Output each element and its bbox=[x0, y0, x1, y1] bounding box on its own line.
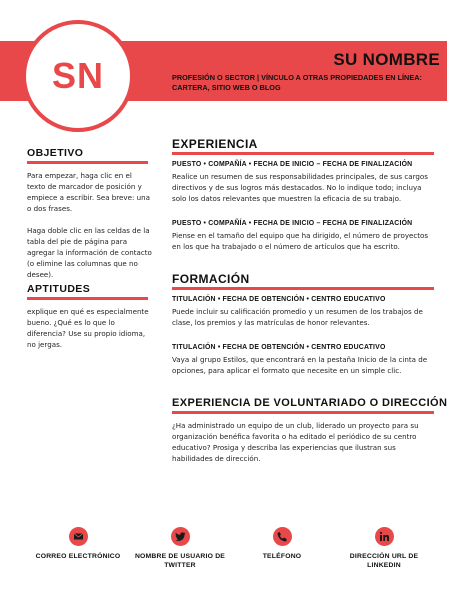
linkedin-icon bbox=[375, 527, 394, 546]
volunteer-rule bbox=[172, 411, 434, 414]
education-heading-1[interactable]: TITULACIÓN • FECHA DE OBTENCIÓN • CENTRO EDUCATIVO bbox=[172, 296, 386, 303]
contact-phone[interactable] bbox=[232, 527, 332, 561]
volunteer-text[interactable]: ¿Ha administrado un equipo de un club, liderado un proyecto para su organización benéfica favorita o ha editado el periódico de su centro educativo? Prosiga y describa las experiencias que ilustran sus habilidades de dirección. bbox=[172, 421, 419, 463]
monogram-initials: SN bbox=[51, 55, 104, 96]
experience-heading-1[interactable]: PUESTO • COMPAÑÍA • FECHA DE INICIO – FECHA DE FINALIZACIÓN bbox=[172, 161, 413, 168]
education-title: FORMACIÓN bbox=[172, 272, 250, 286]
experience-heading-2[interactable]: PUESTO • COMPAÑÍA • FECHA DE INICIO – FECHA DE FINALIZACIÓN bbox=[172, 220, 413, 227]
experience-title: EXPERIENCIA bbox=[172, 137, 258, 151]
phone-icon bbox=[273, 527, 292, 546]
objective-text-2[interactable]: Haga doble clic en las celdas de la tabla del pie de página para agregar la información de contacto (o elimine las columnas que no desee). bbox=[27, 226, 152, 279]
skills-rule bbox=[27, 297, 148, 300]
experience-text-2[interactable]: Piense en el tamaño del equipo que ha dirigido, el número de proyectos en los que ha trabajado o el número de artículos que ha escrito. bbox=[172, 231, 429, 251]
twitter-icon bbox=[171, 527, 190, 546]
email-icon bbox=[69, 527, 88, 546]
education-text-1[interactable]: Puede incluir su calificación promedio y un resumen de los trabajos de clase, los premios y las matrículas de honor relevantes. bbox=[172, 307, 423, 327]
monogram-badge bbox=[22, 20, 134, 132]
volunteer-title: EXPERIENCIA DE VOLUNTARIADO O DIRECCIÓN bbox=[172, 397, 448, 409]
linkedin-label: DIRECCIÓN URL DE LINKEDIN bbox=[349, 553, 419, 569]
skills-title: APTITUDES bbox=[27, 283, 91, 295]
twitter-label: NOMBRE DE USUARIO DE TWITTER bbox=[134, 553, 226, 569]
objective-title: OBJETIVO bbox=[27, 147, 84, 159]
person-name[interactable]: SU NOMBRE bbox=[333, 50, 440, 69]
contact-linkedin[interactable] bbox=[334, 527, 434, 570]
contact-twitter[interactable] bbox=[130, 527, 230, 570]
education-rule bbox=[172, 287, 434, 290]
education-heading-2[interactable]: TITULACIÓN • FECHA DE OBTENCIÓN • CENTRO EDUCATIVO bbox=[172, 344, 386, 351]
skills-text[interactable]: explique en qué es especialmente bueno. ¿Qué es lo que lo diferencia? Use su propio idioma, no jergas. bbox=[27, 307, 149, 349]
email-label: CORREO ELECTRÓNICO bbox=[35, 553, 121, 560]
phone-label: TELÉFONO bbox=[262, 553, 302, 560]
objective-text-1[interactable]: Para empezar, haga clic en el texto de marcador de posición y empiece a escribir. Sea breve: una o dos frases. bbox=[27, 171, 150, 213]
contact-email[interactable] bbox=[28, 527, 128, 561]
objective-rule bbox=[27, 161, 148, 164]
experience-rule bbox=[172, 152, 434, 155]
profession-tagline[interactable]: PROFESIÓN O SECTOR | VÍNCULO A OTRAS PROPIEDADES EN LÍNEA: CARTERA, SITIO WEB O BLOG bbox=[172, 73, 422, 92]
experience-text-1[interactable]: Realice un resumen de sus responsabilidades principales, de sus cargos directivos y de sus logros más destacados. No lo indique todo; incluya solo los datos relevantes que muestren la eficacia de su trabajo. bbox=[172, 172, 428, 203]
education-text-2[interactable]: Vaya al grupo Estilos, que encontrará en la pestaña Inicio de la cinta de opciones, para aplicar el formato que necesite en un simple clic. bbox=[172, 355, 428, 375]
